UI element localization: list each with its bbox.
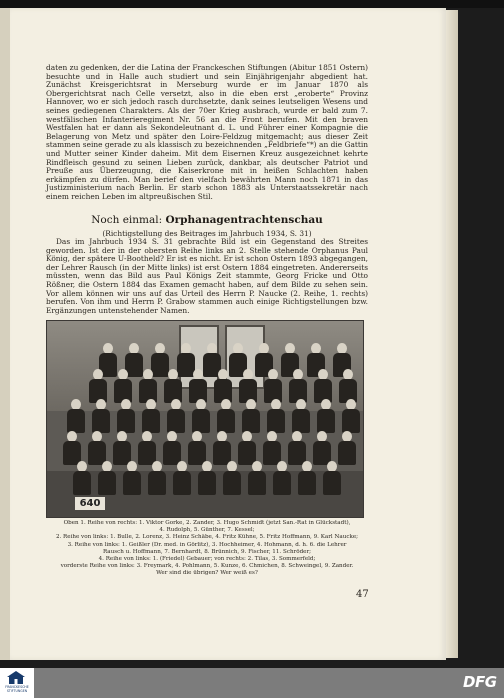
photo-person: [63, 431, 81, 465]
photo-person: [313, 431, 331, 465]
article-text-top: [46, 64, 368, 202]
photo-person: [289, 369, 307, 403]
photo-person: [314, 369, 332, 403]
photo-person: [198, 461, 216, 495]
photo-person: [92, 399, 110, 433]
photo-person: [192, 399, 210, 433]
photo-person: [142, 399, 160, 433]
article-text-body: [46, 238, 368, 315]
photo-person: [148, 461, 166, 495]
logo-text-line: FRANCKESCHE: [5, 685, 29, 689]
photo-person: [67, 399, 85, 433]
photo-person: [114, 369, 132, 403]
photo-person: [213, 431, 231, 465]
photo-person: [263, 431, 281, 465]
photo-person: [138, 431, 156, 465]
caption-line: vorderste Reihe von links: 3. Freymark, 4. Pohlmann, 5. Kunze, 6. Chmichen, 8. Schweingel, 9. Zander.: [60, 563, 354, 570]
section-subheading: (Richtigstellung des Beitrages im Jahrbuch 1934, S. 31): [102, 229, 312, 238]
institution-logo[interactable]: [0, 668, 34, 698]
photo-person: [189, 369, 207, 403]
photo-person: [117, 399, 135, 433]
photo-person: [173, 461, 191, 495]
franckesche-stiftungen-logo-icon: [7, 671, 25, 684]
photo-person: [342, 399, 360, 433]
photo-person: [214, 369, 232, 403]
photo-person: [298, 461, 316, 495]
photo-person: [167, 399, 185, 433]
caption-line: Oben 1. Reihe von rechts: 1. Viktor Gorke, 2. Zander, 3. Hugo Schmidt (jetzt San.-Rat in Glückstadt),: [63, 520, 351, 526]
photo-person: [264, 369, 282, 403]
photo-person: [267, 399, 285, 433]
caption-line: 3. Reihe von links: 1. Geißler (Dr. med. in Görlitz), 3. Hochheimer, 4. Hohmann, d. h. 6. die Lehrer: [67, 541, 347, 548]
photo-person: [73, 461, 91, 495]
caption-line: 2. Reihe von links: 1. Bulle, 2. Lorenz, 3. Heinz Schäbe, 4. Fritz Kühne, 5. Fritz Hoffmann, 9. Karl Naucke;: [55, 534, 359, 541]
caption-line: 4. Rudolph, 5. Günther, 7. Kessel;: [159, 527, 255, 534]
photo-person: [188, 431, 206, 465]
photo-person: [292, 399, 310, 433]
group-photo: [46, 320, 364, 518]
photo-person: [248, 461, 266, 495]
photo-person: [98, 461, 116, 495]
page-stack-edge: [446, 10, 458, 658]
photo-person: [323, 461, 341, 495]
photo-person: [238, 431, 256, 465]
photo-person: [217, 399, 235, 433]
photo-person: [113, 431, 131, 465]
photo-person: [123, 461, 141, 495]
paragraph: Das im Jahrbuch 1934 S. 31 gebrachte Bild ist ein Gegenstand des Streites geworden. Ist der in der obersten Reihe links an 2. Stelle stehende Orphanus Paul König, der spätere U-Bootheld? Er ist es nicht. Er ist schon Ostern 1893 abgegangen, der Lehrer Rausch (in der Mitte links) ist erst Ostern 1884 eingetreten. Andererseits müssten, wenn das Bild aus Paul Königs Zeit stammte, Georg Fricke und Otto Rößner, die Ostern 1884 das Examen gemacht haben, auf dem Bilde zu sehen sein. Vor allem können wir uns auf das Urteil des Herrn P. Naucke (2. Reihe, 1. rechts) berufen. Von ihm und Herrn P. Grabow stammen auch einige Richtigstellungen bzw. Ergänzungen untenstehender Namen.: [46, 237, 368, 315]
logo-text-line: STIFTUNGEN: [6, 688, 28, 693]
dfg-logo[interactable]: DFG: [463, 673, 497, 691]
photo-person: [339, 369, 357, 403]
photo-person: [89, 369, 107, 403]
photo-person: [239, 369, 257, 403]
photo-person: [317, 399, 335, 433]
photo-person: [338, 431, 356, 465]
viewer-top-bar: [0, 0, 504, 8]
heading-prefix: Noch einmal:: [91, 214, 163, 226]
caption-line: Rausch u. Hoffmann, 7. Bernhardt, 8. Brünnich, 9. Fischer, 11. Schröder;: [102, 548, 312, 555]
photo-person: [242, 399, 260, 433]
photo-person: [88, 431, 106, 465]
photo-person: [223, 461, 241, 495]
footer-bar: [0, 668, 504, 698]
photo-number-plate: 640: [75, 497, 105, 510]
page-number: 47: [356, 589, 369, 600]
photo-person: [273, 461, 291, 495]
photo-caption: [46, 520, 368, 578]
section-heading: [46, 214, 368, 226]
photo-person: [164, 369, 182, 403]
caption-line: Wer sind die übrigen? Wer weiß es?: [156, 570, 258, 577]
photo-person: [288, 431, 306, 465]
caption-line: 4. Reihe von links: 1. (Friedel) Gebauer; von rechts: 2. Tilas, 3. Sommerfeld;: [98, 556, 316, 563]
paragraph: daten zu gedenken, der die Latina der Franckeschen Stiftungen (Abitur 1851 Ostern) besuchte und in Halle auch studiert und sein Einjährigenjahr abgedient hat. Zunächst Kreisgerichtsrat in Merseburg wurde er im Januar 1870 als Obergerichtsrat nach Celle versetzt, also in die eben erst „eroberte“ Provinz Hannover, wo er sich jedoch rasch durchsetzte, dank seines leutseligen Wesens und seines gediegenen Charakters. Als der 70er Krieg ausbrach, wurde er bald zum 7. westfälischen Infanterieregiment Nr. 56 an die Front berufen. Mit den braven Westfalen hat er dann als Sekondeleutnant d. L. und Führer einer Kompagnie die Belagerung von Metz und später den Loire-Feldzug mitgemacht; aus dieser Zeit stammen seine gerade zu als klassisch zu bezeichnenden „Feldbriefe“*) an die Gattin und Mutter seiner Kinder daheim. Mit dem Eisernen Kreuz ausgezeichnet kehrte Rindfleisch gesund zu seinen Lieben zurück, dankbar, als deutscher Patriot und Preuße aus Überzeugung, die Kaiserkrone mit in heißen Schlachten haben erkämpfen zu dürfen. Man berief den vielfach bewährten Mann noch 1871 in das Justizministerium nach Berlin. Er starb schon 1883 als Unterstaatssekretär nach einem reichen Leben im altpreußischen Stil.: [46, 63, 368, 201]
logo-text: [1, 686, 33, 693]
photo-person: [163, 431, 181, 465]
photo-person: [139, 369, 157, 403]
heading-title: Orphanagentrachtenschau: [165, 214, 323, 226]
